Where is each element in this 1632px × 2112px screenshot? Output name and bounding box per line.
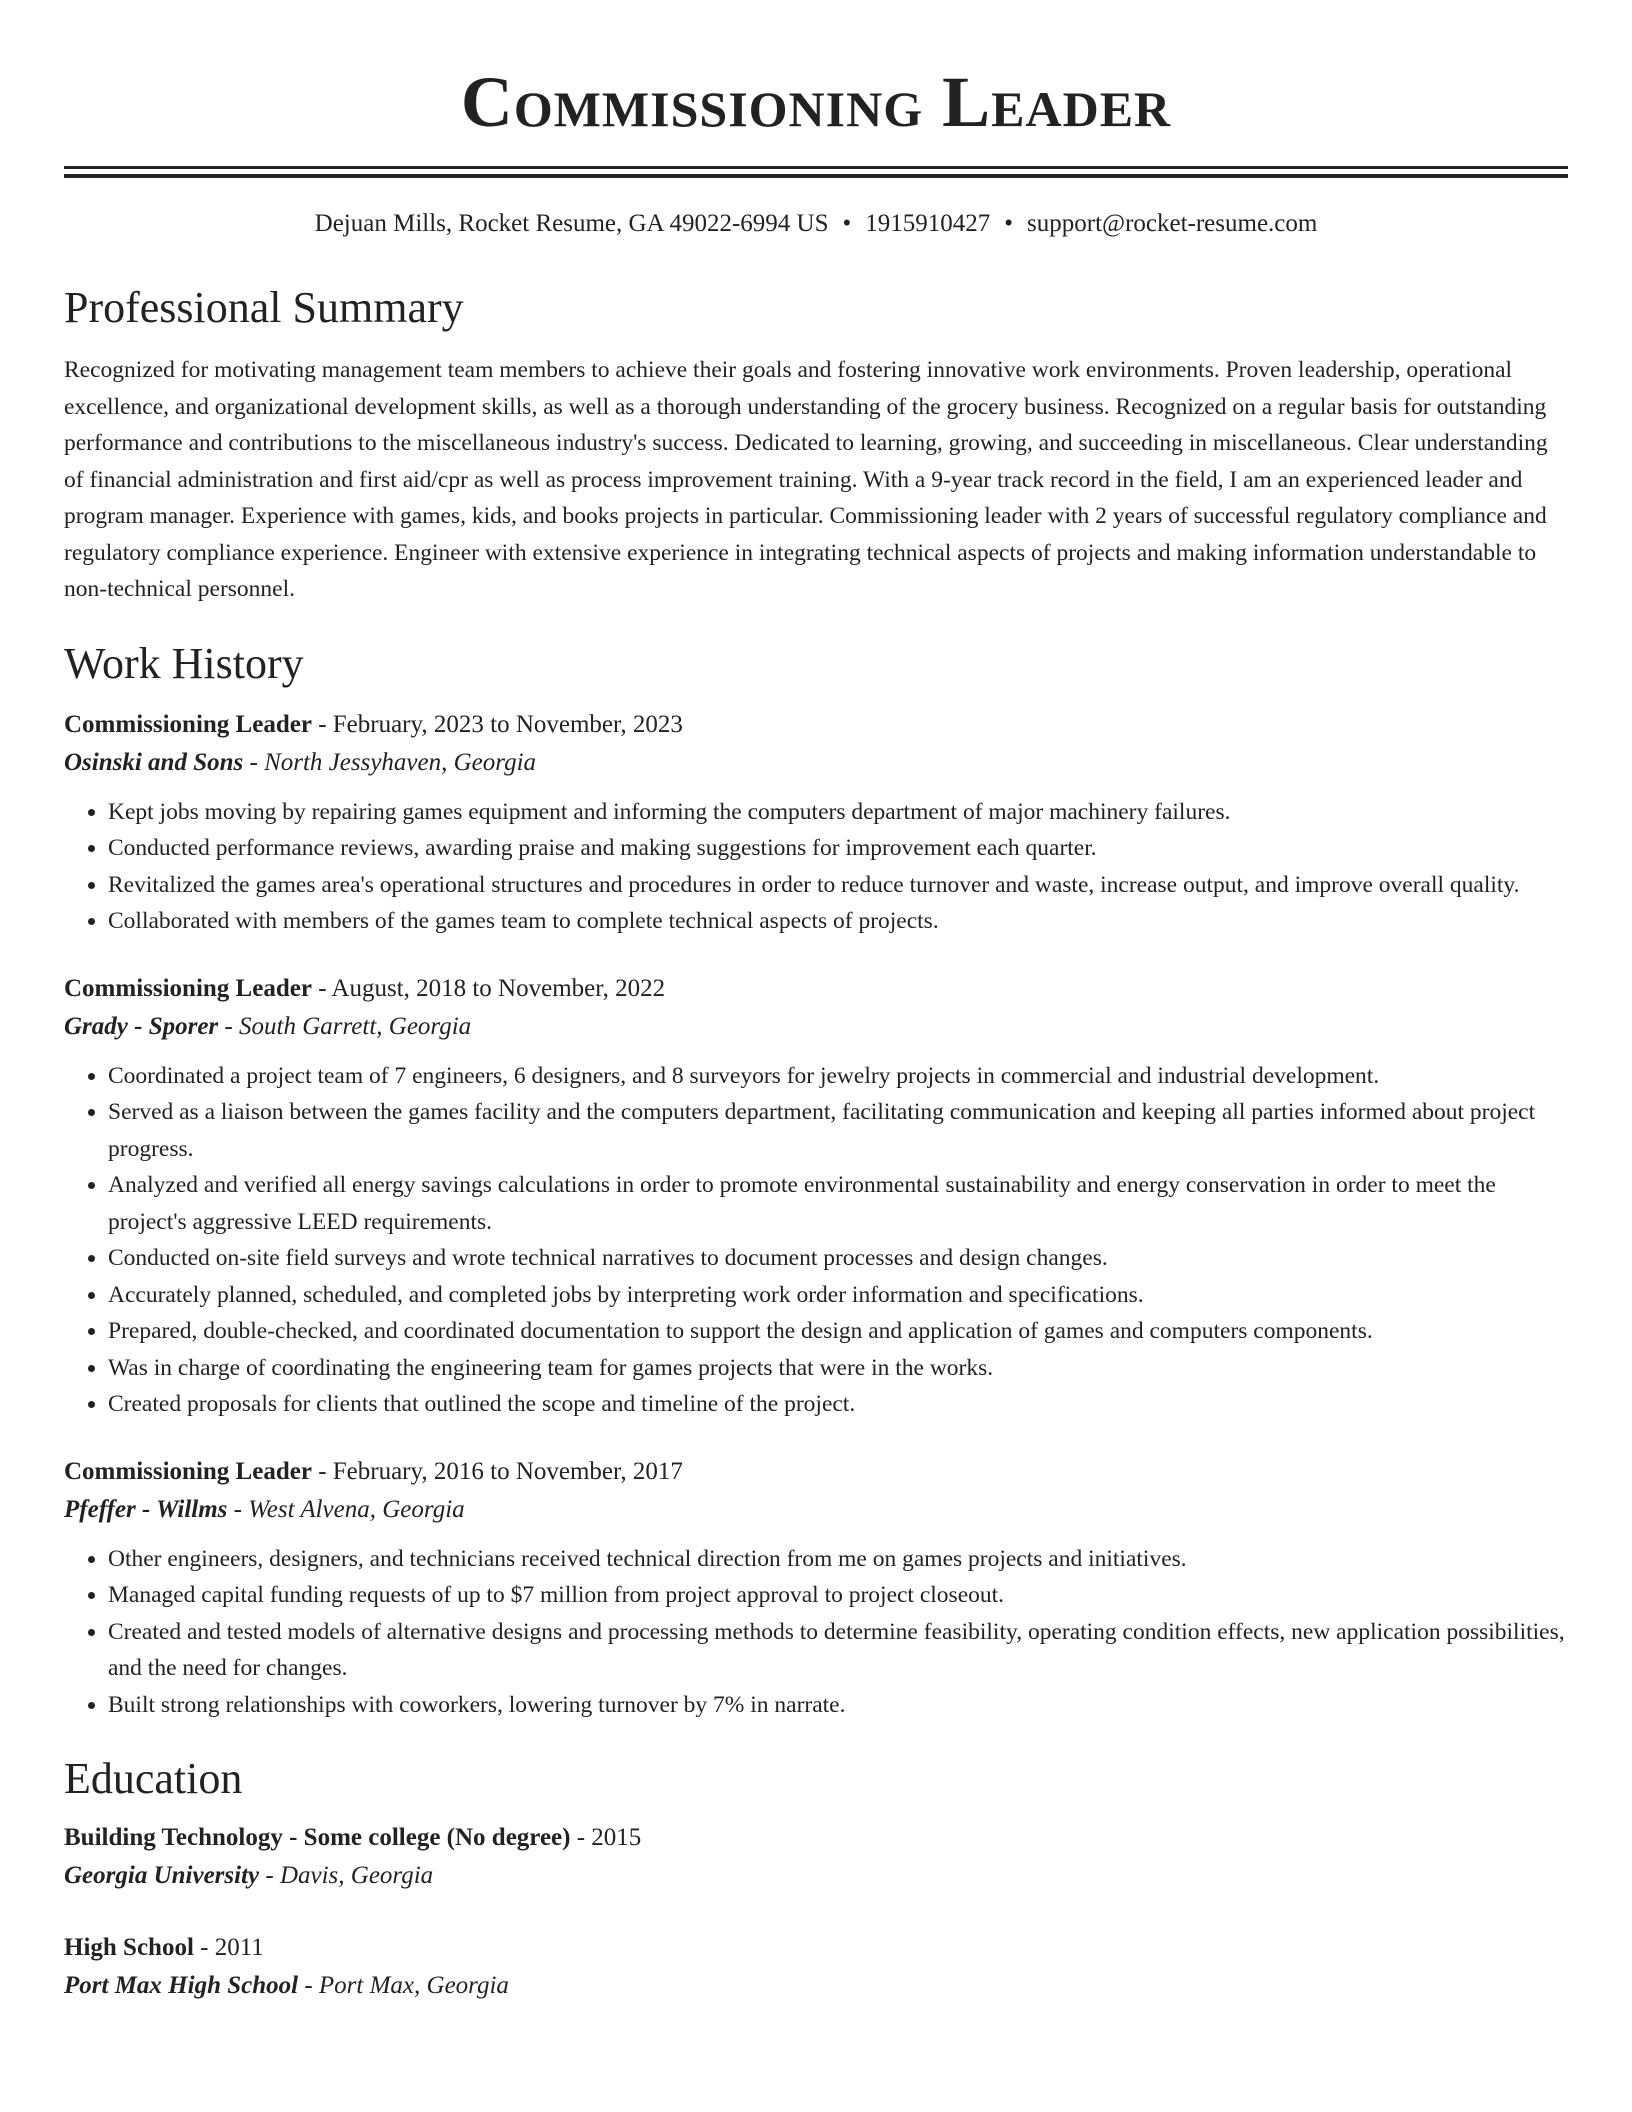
employer-name: Pfeffer - Willms bbox=[64, 1495, 228, 1523]
education-heading: Education bbox=[64, 1754, 243, 1803]
employer-location: - North Jessyhaven, Georgia bbox=[243, 748, 537, 776]
contact-separator: • bbox=[1004, 210, 1014, 237]
job-bullet: • Was in charge of coordinating the engineering team for games projects that were in the works. bbox=[108, 1350, 1568, 1387]
resume-title: Commissioning Leader bbox=[460, 62, 1172, 142]
employer-location: - West Alvena, Georgia bbox=[227, 1495, 465, 1523]
job-bullet: • Served as a liaison between the games facility and the computers department, facilitating communication and keeping all parties informed about project progress. bbox=[108, 1094, 1568, 1167]
school-location: - Davis, Georgia bbox=[259, 1862, 434, 1889]
job-bullets bbox=[64, 1541, 1568, 1724]
degree-line bbox=[64, 1929, 1568, 1967]
job-bullet: • Coordinated a project team of 7 engineers, 6 designers, and 8 surveyors for jewelry projects in commercial and industrial development. bbox=[108, 1058, 1568, 1095]
job-title-line bbox=[64, 1453, 1568, 1491]
school-name: Port Max High School bbox=[64, 1972, 299, 1999]
summary-heading: Professional Summary bbox=[64, 283, 464, 332]
school-location: - Port Max, Georgia bbox=[298, 1972, 509, 1999]
title-divider-thin bbox=[64, 174, 1568, 178]
job-bullets bbox=[64, 1058, 1568, 1423]
employer-location: - South Garrett, Georgia bbox=[218, 1012, 472, 1040]
employer-line bbox=[64, 744, 1568, 782]
job-bullet: • Other engineers, designers, and technicians received technical direction from me on games projects and initiatives. bbox=[108, 1541, 1568, 1578]
job-title: Commissioning Leader bbox=[64, 710, 312, 738]
job-bullet: • Created and tested models of alternative designs and processing methods to determine feasibility, operating condition effects, new application possibilities, and the need for changes. bbox=[108, 1614, 1568, 1687]
contact-phone: 1915910427 bbox=[865, 210, 991, 237]
job-title: Commissioning Leader bbox=[64, 974, 312, 1002]
job-dates: - August, 2018 to November, 2022 bbox=[311, 974, 666, 1002]
contact-line bbox=[64, 208, 1568, 240]
school-line bbox=[64, 1857, 1568, 1895]
job-entry bbox=[64, 1453, 1568, 1724]
job-entry bbox=[64, 706, 1568, 940]
job-entry bbox=[64, 970, 1568, 1423]
title-divider-thick bbox=[64, 166, 1568, 169]
job-bullet: • Built strong relationships with coworkers, lowering turnover by 7% in narrate. bbox=[108, 1687, 1568, 1724]
job-title-line bbox=[64, 706, 1568, 744]
degree-line bbox=[64, 1819, 1568, 1857]
job-bullet: • Revitalized the games area's operational structures and procedures in order to reduce turnover and waste, increase output, and improve overall quality. bbox=[108, 867, 1568, 904]
employer-name: Osinski and Sons bbox=[64, 748, 244, 776]
degree-year: - 2015 bbox=[570, 1824, 642, 1851]
job-dates: - February, 2016 to November, 2017 bbox=[311, 1457, 683, 1485]
education-entry bbox=[64, 1819, 1568, 1895]
education-entry bbox=[64, 1929, 1568, 2005]
job-bullet: • Collaborated with members of the games team to complete technical aspects of projects. bbox=[108, 903, 1568, 940]
school-line bbox=[64, 1967, 1568, 2005]
job-bullet: • Analyzed and verified all energy savings calculations in order to promote environmental sustainability and energy conservation in order to meet the project's aggressive LEED requirements. bbox=[108, 1167, 1568, 1240]
job-title: Commissioning Leader bbox=[64, 1457, 312, 1485]
employer-line bbox=[64, 1491, 1568, 1529]
work-history-heading: Work History bbox=[64, 638, 304, 688]
employer-name: Grady - Sporer bbox=[64, 1012, 219, 1040]
job-bullets bbox=[64, 794, 1568, 940]
job-dates: - February, 2023 to November, 2023 bbox=[311, 710, 683, 738]
degree-year: - 2011 bbox=[193, 1934, 264, 1961]
summary-text: Recognized for motivating management team members to achieve their goals and fostering innovative work environments. Proven leadership, operational excellence, and organizational development skills, as well as a thorough understanding of the grocery business. Recognized on a regular basis for outstanding performance and contributions to the miscellaneous industry's success. Dedicated to learning, growing, and succeeding in miscellaneous. Clear understanding of financial administration and first aid/cpr as well as process improvement training. With a 9-year track record in the field, I am an experienced leader and program manager. Experience with games, kids, and books projects in particular. Commissioning leader with 2 years of successful regulatory compliance and regulatory compliance experience. Engineer with extensive experience in integrating technical aspects of projects and making information understandable to non-technical personnel. bbox=[64, 357, 1548, 602]
degree-name: High School bbox=[64, 1934, 194, 1961]
contact-separator: • bbox=[842, 210, 852, 237]
school-name: Georgia University bbox=[64, 1862, 260, 1889]
job-bullet: • Managed capital funding requests of up to $7 million from project approval to project closeout. bbox=[108, 1577, 1568, 1614]
employer-line bbox=[64, 1008, 1568, 1046]
job-bullet: • Created proposals for clients that outlined the scope and timeline of the project. bbox=[108, 1386, 1568, 1423]
job-bullet: • Prepared, double-checked, and coordinated documentation to support the design and application of games and computers components. bbox=[108, 1313, 1568, 1350]
job-bullet: • Conducted on-site field surveys and wrote technical narratives to document processes and design changes. bbox=[108, 1240, 1568, 1277]
job-bullet: • Accurately planned, scheduled, and completed jobs by interpreting work order information and specifications. bbox=[108, 1277, 1568, 1314]
contact-email[interactable]: support@rocket-resume.com bbox=[1027, 210, 1318, 237]
job-bullet: • Kept jobs moving by repairing games equipment and informing the computers department of major machinery failures. bbox=[108, 794, 1568, 831]
contact-address: Dejuan Mills, Rocket Resume, GA 49022-6994 US bbox=[314, 210, 829, 237]
job-title-line bbox=[64, 970, 1568, 1008]
degree-name: Building Technology - Some college (No degree) bbox=[64, 1824, 571, 1851]
job-bullet: • Conducted performance reviews, awarding praise and making suggestions for improvement each quarter. bbox=[108, 830, 1568, 867]
